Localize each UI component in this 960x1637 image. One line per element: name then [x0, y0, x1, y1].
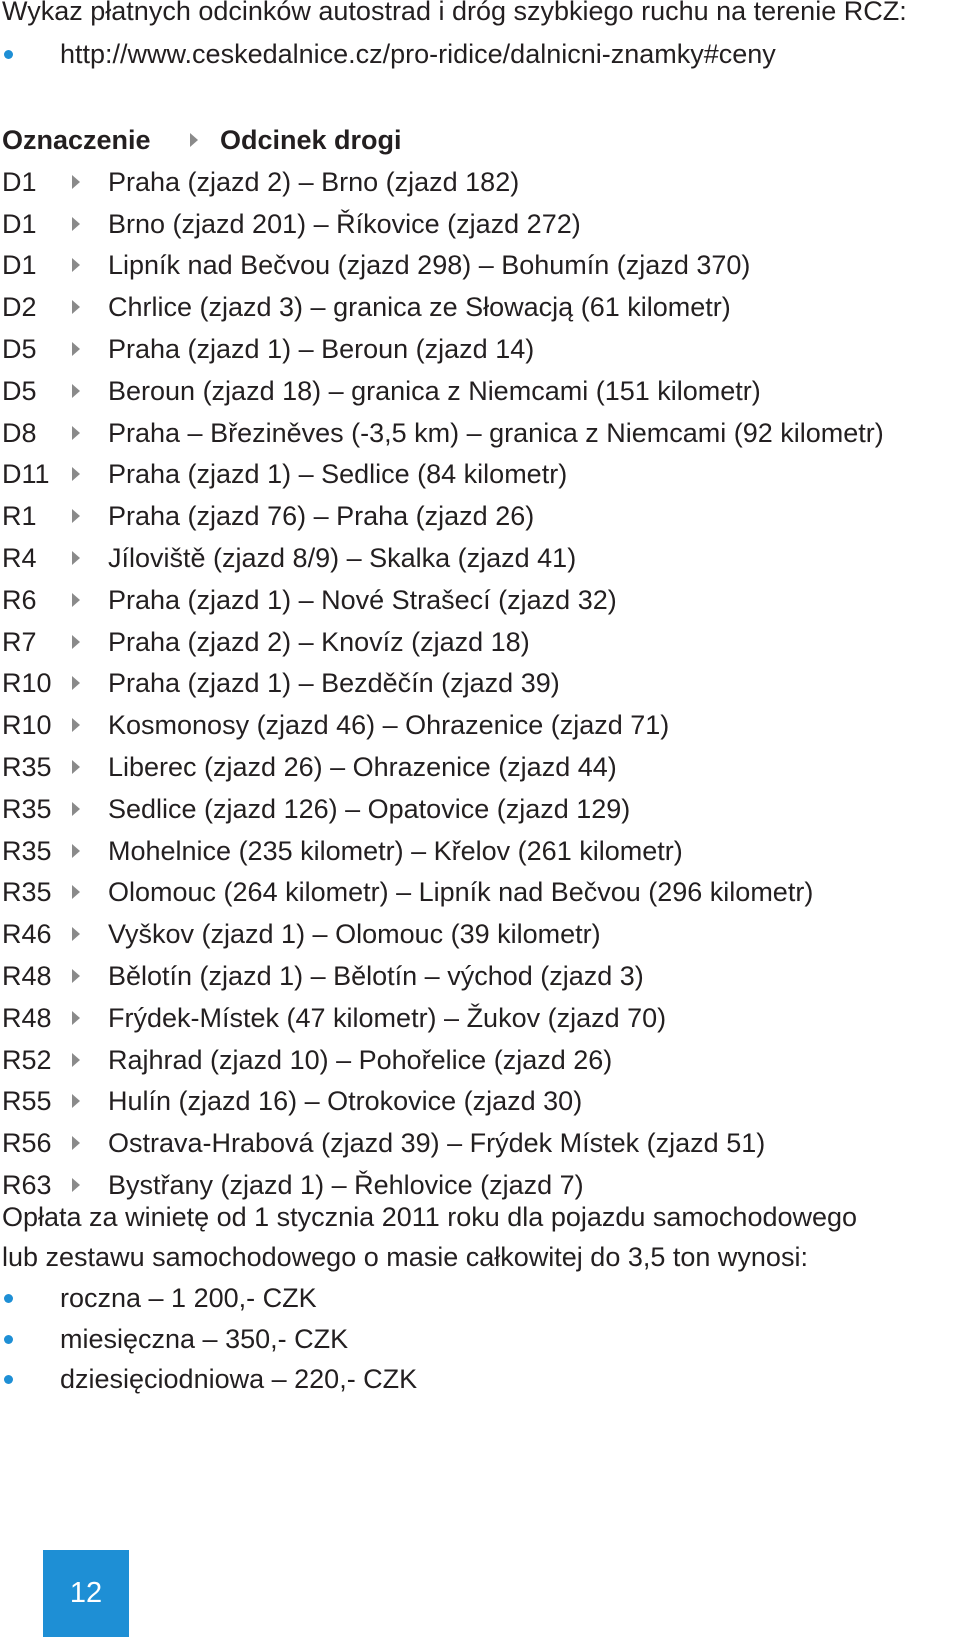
arrow-right-icon — [72, 885, 80, 899]
road-code: R48 — [2, 1002, 52, 1033]
road-code: D5 — [2, 333, 37, 364]
road-segment: Praha (zjazd 1) – Nové Strašecí (zjazd 32) — [108, 584, 617, 615]
table-row — [0, 203, 960, 245]
table-row — [0, 830, 960, 872]
bullet-icon — [4, 50, 13, 59]
arrow-right-icon — [72, 509, 80, 523]
arrow-right-icon — [72, 635, 80, 649]
arrow-right-icon — [72, 342, 80, 356]
table-header-row — [0, 119, 960, 161]
table-row — [0, 328, 960, 370]
arrow-right-icon — [72, 1011, 80, 1025]
road-segment: Lipník nad Bečvou (zjazd 298) – Bohumín (zjazd 370) — [108, 250, 751, 281]
table-row — [0, 746, 960, 788]
road-code: D8 — [2, 417, 37, 448]
table-row — [0, 412, 960, 454]
road-segment: Praha (zjazd 76) – Praha (zjazd 26) — [108, 501, 535, 532]
road-segment: Olomouc (264 kilometr) – Lipník nad Bečvou (296 kilometr) — [108, 877, 814, 908]
road-code: R35 — [2, 793, 52, 824]
road-segment: Ostrava-Hrabová (zjazd 39) – Frýdek Místek (zjazd 51) — [108, 1128, 766, 1159]
road-code: R1 — [2, 501, 37, 532]
road-table — [0, 119, 960, 1206]
road-code: R6 — [2, 584, 37, 615]
arrow-right-icon — [72, 1178, 80, 1192]
arrow-right-icon — [190, 133, 198, 147]
road-segment: Brno (zjazd 201) – Říkovice (zjazd 272) — [108, 208, 581, 239]
table-row — [0, 244, 960, 286]
table-row — [0, 495, 960, 537]
table-row — [0, 662, 960, 704]
table-row — [0, 871, 960, 913]
source-link[interactable]: http://www.ceskedalnice.cz/pro-ridice/dalnicni-znamky#ceny — [60, 39, 776, 69]
table-row — [0, 161, 960, 203]
road-segment: Bělotín (zjazd 1) – Bělotín – východ (zjazd 3) — [108, 960, 644, 991]
road-code: R10 — [2, 668, 52, 699]
table-row — [0, 1080, 960, 1122]
road-segment: Praha (zjazd 2) – Knovíz (zjazd 18) — [108, 626, 530, 657]
road-code: R46 — [2, 919, 52, 950]
header-segment: Odcinek drogi — [220, 125, 402, 155]
table-row — [0, 621, 960, 663]
arrow-right-icon — [72, 551, 80, 565]
road-segment: Mohelnice (235 kilometr) – Křelov (261 kilometr) — [108, 835, 683, 866]
road-code: R35 — [2, 877, 52, 908]
road-segment: Beroun (zjazd 18) – granica z Niemcami (151 kilometr) — [108, 375, 761, 406]
bullet-icon — [4, 1294, 13, 1303]
road-code: R10 — [2, 710, 52, 741]
fee-text-line-2: lub zestawu samochodowego o masie całkowitej do 3,5 ton wynosi: — [2, 1242, 808, 1272]
table-row — [0, 453, 960, 495]
road-code: R48 — [2, 960, 52, 991]
arrow-right-icon — [72, 1094, 80, 1108]
road-code: D11 — [2, 459, 50, 490]
road-segment: Kosmonosy (zjazd 46) – Ohrazenice (zjazd 71) — [108, 710, 670, 741]
road-code: R52 — [2, 1044, 52, 1075]
page-number: 12 — [69, 1577, 103, 1609]
bullet-icon — [4, 1335, 13, 1344]
arrow-right-icon — [72, 300, 80, 314]
arrow-right-icon — [72, 175, 80, 189]
road-segment: Vyškov (zjazd 1) – Olomouc (39 kilometr) — [108, 919, 601, 950]
road-segment: Bystřany (zjazd 1) – Řehlovice (zjazd 7) — [108, 1169, 584, 1200]
arrow-right-icon — [72, 1053, 80, 1067]
road-segment: Praha (zjazd 1) – Beroun (zjazd 14) — [108, 333, 535, 364]
intro-heading: Wykaz płatnych odcinków autostrad i dróg szybkiego ruchu na terenie RCZ: — [2, 0, 907, 26]
road-segment: Sedlice (zjazd 126) – Opatovice (zjazd 129) — [108, 793, 631, 824]
road-code: R7 — [2, 626, 37, 657]
road-segment: Chrlice (zjazd 3) – granica ze Słowacją (61 kilometr) — [108, 292, 731, 323]
road-segment: Praha – Březiněves (-3,5 km) – granica z Niemcami (92 kilometr) — [108, 417, 884, 448]
table-row — [0, 286, 960, 328]
arrow-right-icon — [72, 969, 80, 983]
fee-text-line-1: Opłata za winietę od 1 stycznia 2011 roku dla pojazdu samochodowego — [2, 1202, 858, 1232]
arrow-right-icon — [72, 384, 80, 398]
arrow-right-icon — [72, 760, 80, 774]
page-number-badge — [43, 1550, 129, 1637]
road-segment: Praha (zjazd 1) – Bezděčín (zjazd 39) — [108, 668, 560, 699]
road-code: R63 — [2, 1169, 52, 1200]
table-row — [0, 955, 960, 997]
road-code: D1 — [2, 250, 37, 281]
table-row — [0, 788, 960, 830]
road-segment: Jíloviště (zjazd 8/9) – Skalka (zjazd 41) — [108, 542, 577, 573]
road-code: R56 — [2, 1128, 52, 1159]
road-segment: Frýdek-Místek (47 kilometr) – Žukov (zjazd 70) — [108, 1002, 667, 1033]
road-code: D5 — [2, 375, 37, 406]
table-row — [0, 579, 960, 621]
table-row — [0, 1122, 960, 1164]
road-segment: Liberec (zjazd 26) – Ohrazenice (zjazd 44) — [108, 751, 617, 782]
arrow-right-icon — [72, 844, 80, 858]
table-row — [0, 537, 960, 579]
arrow-right-icon — [72, 467, 80, 481]
road-segment: Hulín (zjazd 16) – Otrokovice (zjazd 30) — [108, 1086, 583, 1117]
arrow-right-icon — [72, 426, 80, 440]
road-code: R35 — [2, 835, 52, 866]
table-row — [0, 370, 960, 412]
road-code: R35 — [2, 751, 52, 782]
road-code: D1 — [2, 166, 37, 197]
table-row — [0, 913, 960, 955]
arrow-right-icon — [72, 593, 80, 607]
table-row — [0, 1039, 960, 1081]
arrow-right-icon — [72, 927, 80, 941]
fee-item-text: roczna – 1 200,- CZK — [60, 1283, 317, 1313]
road-code: R55 — [2, 1086, 52, 1117]
road-segment: Praha (zjazd 2) – Brno (zjazd 182) — [108, 166, 520, 197]
arrow-right-icon — [72, 676, 80, 690]
road-code: D2 — [2, 292, 37, 323]
table-row — [0, 704, 960, 746]
table-row — [0, 997, 960, 1039]
road-code: D1 — [2, 208, 37, 239]
arrow-right-icon — [72, 258, 80, 272]
arrow-right-icon — [72, 217, 80, 231]
fee-item-text: miesięczna – 350,- CZK — [60, 1324, 349, 1354]
arrow-right-icon — [72, 718, 80, 732]
road-code: R4 — [2, 542, 37, 573]
arrow-right-icon — [72, 1136, 80, 1150]
bullet-icon — [4, 1375, 13, 1384]
road-segment: Rajhrad (zjazd 10) – Pohořelice (zjazd 26) — [108, 1044, 613, 1075]
road-segment: Praha (zjazd 1) – Sedlice (84 kilometr) — [108, 459, 568, 490]
header-code: Oznaczenie — [2, 125, 151, 155]
fee-item-text: dziesięciodniowa – 220,- CZK — [60, 1364, 418, 1394]
arrow-right-icon — [72, 802, 80, 816]
